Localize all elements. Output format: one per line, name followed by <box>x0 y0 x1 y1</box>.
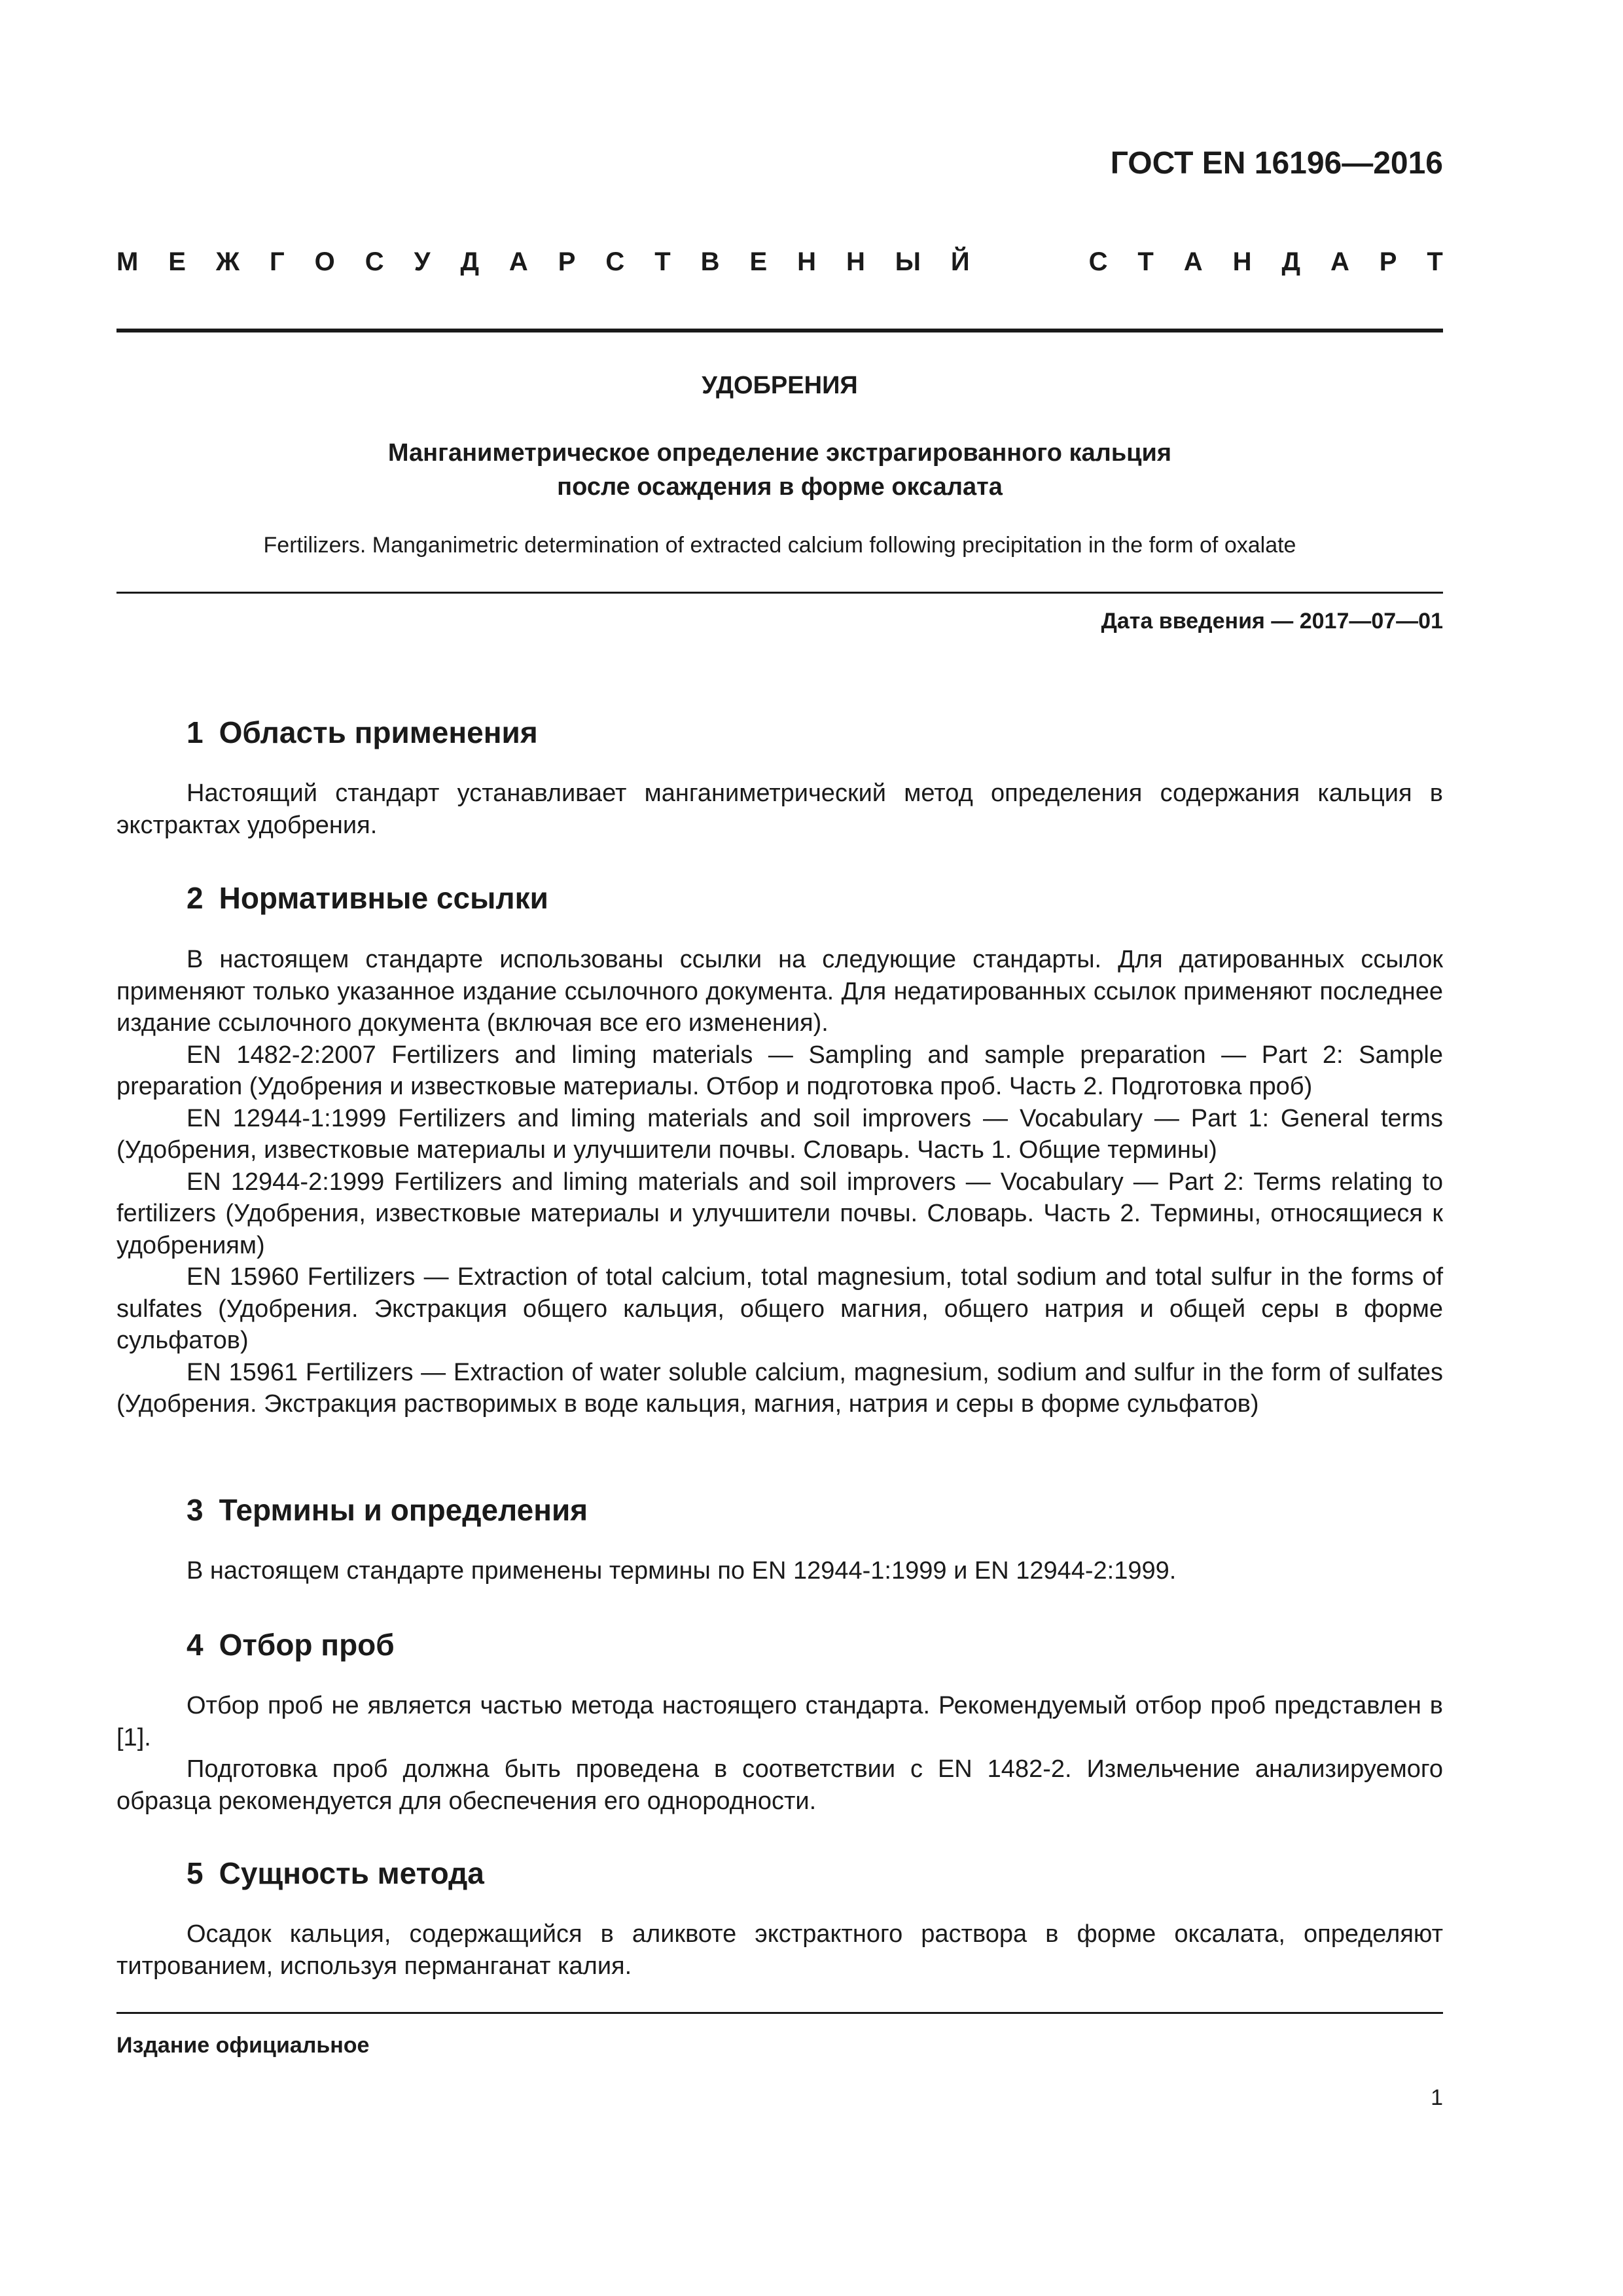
section-body <box>116 944 1443 1420</box>
document-title: УДОБРЕНИЯ <box>702 372 858 399</box>
heading-letter: Д <box>1281 247 1300 276</box>
heading-letter: Т <box>1137 247 1154 276</box>
section-number: 1 <box>187 715 204 749</box>
heading-letter: Д <box>460 247 479 276</box>
heading-letter: А <box>1330 247 1349 276</box>
section-title: Сущность метода <box>219 1856 484 1890</box>
section-body <box>116 1918 1443 1982</box>
heading-letter: Е <box>749 247 768 276</box>
section-heading <box>187 1856 484 1891</box>
section-heading <box>187 715 538 750</box>
reference-item: EN 15961 Fertilizers — Extraction of water soluble calcium, magnesium, sodium and sulfur in the form of sulfates (Удобрения. Экстракция растворимых в воде кальция, магния, натрия и серы в форме сульфатов) <box>116 1358 1443 1418</box>
heading-letter: Н <box>1232 247 1252 276</box>
paragraph: Осадок кальция, содержащийся в аликвоте экстрактного раствора в форме оксалата, определяют титрованием, используя перманганат калия. <box>116 1920 1443 1980</box>
english-title: Fertilizers. Manganimetric determination of extracted calcium following precipitation in the form of oxalate <box>263 533 1296 558</box>
page-number: 1 <box>1431 2085 1443 2110</box>
heading-letter: У <box>414 247 431 276</box>
heading-letter: Р <box>558 247 576 276</box>
effective-date: Дата введения — 2017—07—01 <box>1101 609 1443 634</box>
section-title: Отбор проб <box>219 1628 395 1662</box>
section-number: 4 <box>187 1628 204 1662</box>
heading-letter: Н <box>846 247 865 276</box>
heading-letter: А <box>508 247 528 276</box>
official-edition-label: Издание официальное <box>116 2033 370 2058</box>
heading-letter: Р <box>1379 247 1397 276</box>
paragraph: Отбор проб не является частью метода настоящего стандарта. Рекомендуемый отбор проб представлен в [1]. <box>116 1692 1443 1751</box>
section-body <box>116 1555 1443 1587</box>
subtitle-line: после осаждения в форме оксалата <box>557 473 1003 501</box>
section-title: Область применения <box>219 715 538 749</box>
heading-letter: Н <box>797 247 816 276</box>
reference-item: EN 1482-2:2007 Fertilizers and liming materials — Sampling and sample preparation — Part 2: Sample preparation (Удобрения и известковые материалы. Отбор и подготовка проб. Часть 2. Подготовка проб) <box>116 1041 1443 1100</box>
heading-letter: Т <box>1427 247 1443 276</box>
footer-divider <box>116 2012 1443 2014</box>
heading-word-gap <box>1000 247 1059 277</box>
reference-item: EN 15960 Fertilizers — Extraction of total calcium, total magnesium, total sodium and total sulfur in the forms of sulfates (Удобрения. Экстракция общего кальция, общего магния, общего натрия и общей серы в форме сульфатов) <box>116 1263 1443 1354</box>
interstate-standard-heading <box>116 247 1443 277</box>
heading-letter: В <box>700 247 720 276</box>
paragraph: В настоящем стандарте применены термины по EN 12944-1:1999 и EN 12944-2:1999. <box>187 1557 1177 1585</box>
section-title: Термины и определения <box>219 1493 588 1527</box>
section-heading <box>187 1492 588 1528</box>
section-number: 2 <box>187 881 204 915</box>
heading-letter: А <box>1183 247 1203 276</box>
subtitle-line: Манганиметрическое определение экстрагированного кальция <box>387 439 1172 467</box>
heading-letter: С <box>365 247 384 276</box>
heading-letter: Ы <box>895 247 921 276</box>
heading-letter: Т <box>654 247 671 276</box>
paragraph: Настоящий стандарт устанавливает манганиметрический метод определения содержания кальция в экстрактах удобрения. <box>116 780 1443 839</box>
paragraph: Подготовка проб должна быть проведена в соответствии с EN 1482-2. Измельчение анализируемого образца рекомендуется для обеспечения его однородности. <box>116 1755 1443 1815</box>
heading-letter: Й <box>950 247 970 276</box>
heading-letter: Е <box>168 247 186 276</box>
header-divider <box>116 329 1443 332</box>
heading-letter: О <box>314 247 335 276</box>
section-heading <box>187 880 548 916</box>
section-heading <box>187 1627 395 1662</box>
paragraph: В настоящем стандарте использованы ссылки на следующие стандарты. Для датированных ссылок применяют только указанное издание ссылочного документа. Для недатированных ссылок применяют последнее издание ссылочного документа (включая все его изменения). <box>116 946 1443 1037</box>
document-number: ГОСТ EN 16196—2016 <box>1110 146 1443 181</box>
heading-letter: С <box>605 247 625 276</box>
heading-letter: С <box>1088 247 1108 276</box>
reference-item: EN 12944-1:1999 Fertilizers and liming materials and soil improvers — Vocabulary — Part 1: General terms (Удобрения, известковые материалы и улучшители почвы. Словарь. Часть 1. Общие термины) <box>116 1104 1443 1164</box>
heading-letter: Г <box>270 247 285 276</box>
section-body <box>116 1690 1443 1817</box>
section-number: 5 <box>187 1856 204 1890</box>
reference-item: EN 12944-2:1999 Fertilizers and liming materials and soil improvers — Vocabulary — Part 2: Terms relating to fertilizers (Удобрения, известковые материалы и улучшители почвы. Словарь. Часть 2. Термины, относящиеся к удобрениям) <box>116 1168 1443 1259</box>
heading-letter: Ж <box>215 247 240 276</box>
title-divider <box>116 592 1443 594</box>
section-body <box>116 778 1443 841</box>
section-number: 3 <box>187 1493 204 1527</box>
section-title: Нормативные ссылки <box>219 881 548 915</box>
document-subtitle <box>116 436 1443 504</box>
heading-letter: М <box>116 247 139 276</box>
